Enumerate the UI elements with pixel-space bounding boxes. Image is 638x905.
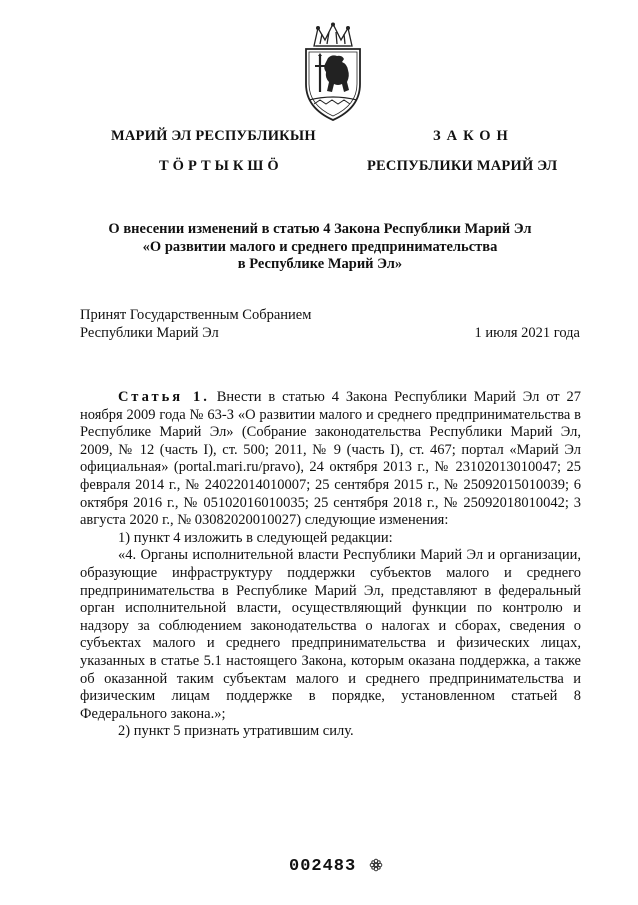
header-mari-line1: МАРИЙ ЭЛ РЕСПУБЛИКЫН	[111, 128, 316, 144]
law-title-line2: «О развитии малого и среднего предпринимательства	[142, 238, 498, 255]
header-zakon: ЗАКОН	[433, 128, 514, 144]
law-title	[70, 221, 570, 274]
article-intro-paragraph	[80, 389, 581, 530]
coat-of-arms-icon	[292, 22, 374, 122]
adoption-line2: Республики Марий Эл	[80, 325, 219, 341]
flower-ornament-icon	[369, 858, 383, 872]
article-item1: 1) пункт 4 изложить в следующей редакции:	[118, 529, 393, 546]
adoption-block	[80, 306, 580, 342]
article-item2: 2) пункт 5 признать утратившим силу.	[118, 723, 354, 740]
article-body	[80, 389, 581, 741]
article-quote: «4. Органы исполнительной власти Республики Марий Эл и организации, образующие инфраструктуру поддержки субъектов малого и среднего предпринимательства в Республике Марий Эл, представляют в федеральный орган исполнительной власти, осуществляющий функции по контролю и надзору за соблюдением законодательства о налогах и сборах, сведения о субъектах малого и среднего предпринимательства и физических лицах, указанных в статье 5.1 настоящего Закона, которым оказана поддержка, а также об оказанной таким субъектам малого и среднего предпринимательства и физическим лицам поддержке в порядке, установленном статьей 8 Федерального закона.»;	[80, 547, 581, 722]
registration-number: 002483	[289, 857, 357, 876]
adoption-date: 1 июля 2021 года	[474, 325, 580, 341]
article-heading: Статья 1.	[118, 389, 210, 405]
law-title-line3: в Республике Марий Эл»	[237, 256, 403, 272]
adoption-line1: Принят Государственным Собранием	[80, 307, 312, 323]
header-republic: РЕСПУБЛИКИ МАРИЙ ЭЛ	[367, 158, 558, 174]
header-mari-line2: ТӦРТЫКШӦ	[159, 158, 283, 174]
article-intro: Внести в статью 4 Закона Республики Марий Эл от 27 ноября 2009 года № 63-З «О развитии малого и среднего предпринимательства в Республике Марий Эл» (Собрание законодательства Республики Марий Эл, 2009, № 12 (часть I), ст. 500; 2011, № 9 (часть I), ст. 467; портал «Марий Эл официальная» (portal.mari.ru/pravo), 24 октября 2013 г., № 23102013010047; 25 февраля 2014 г., № 24022014010007; 25 сентября 2015 г., № 25092015010039; 6 октября 2016 г., № 05102016010035; 25 сентября 2018 г., № 25092018010042; 3 августа 2020 г., № 03082020010027) следующие изменения:	[80, 389, 581, 529]
law-title-line1: О внесении изменений в статью 4 Закона Республики Марий Эл	[108, 221, 532, 237]
